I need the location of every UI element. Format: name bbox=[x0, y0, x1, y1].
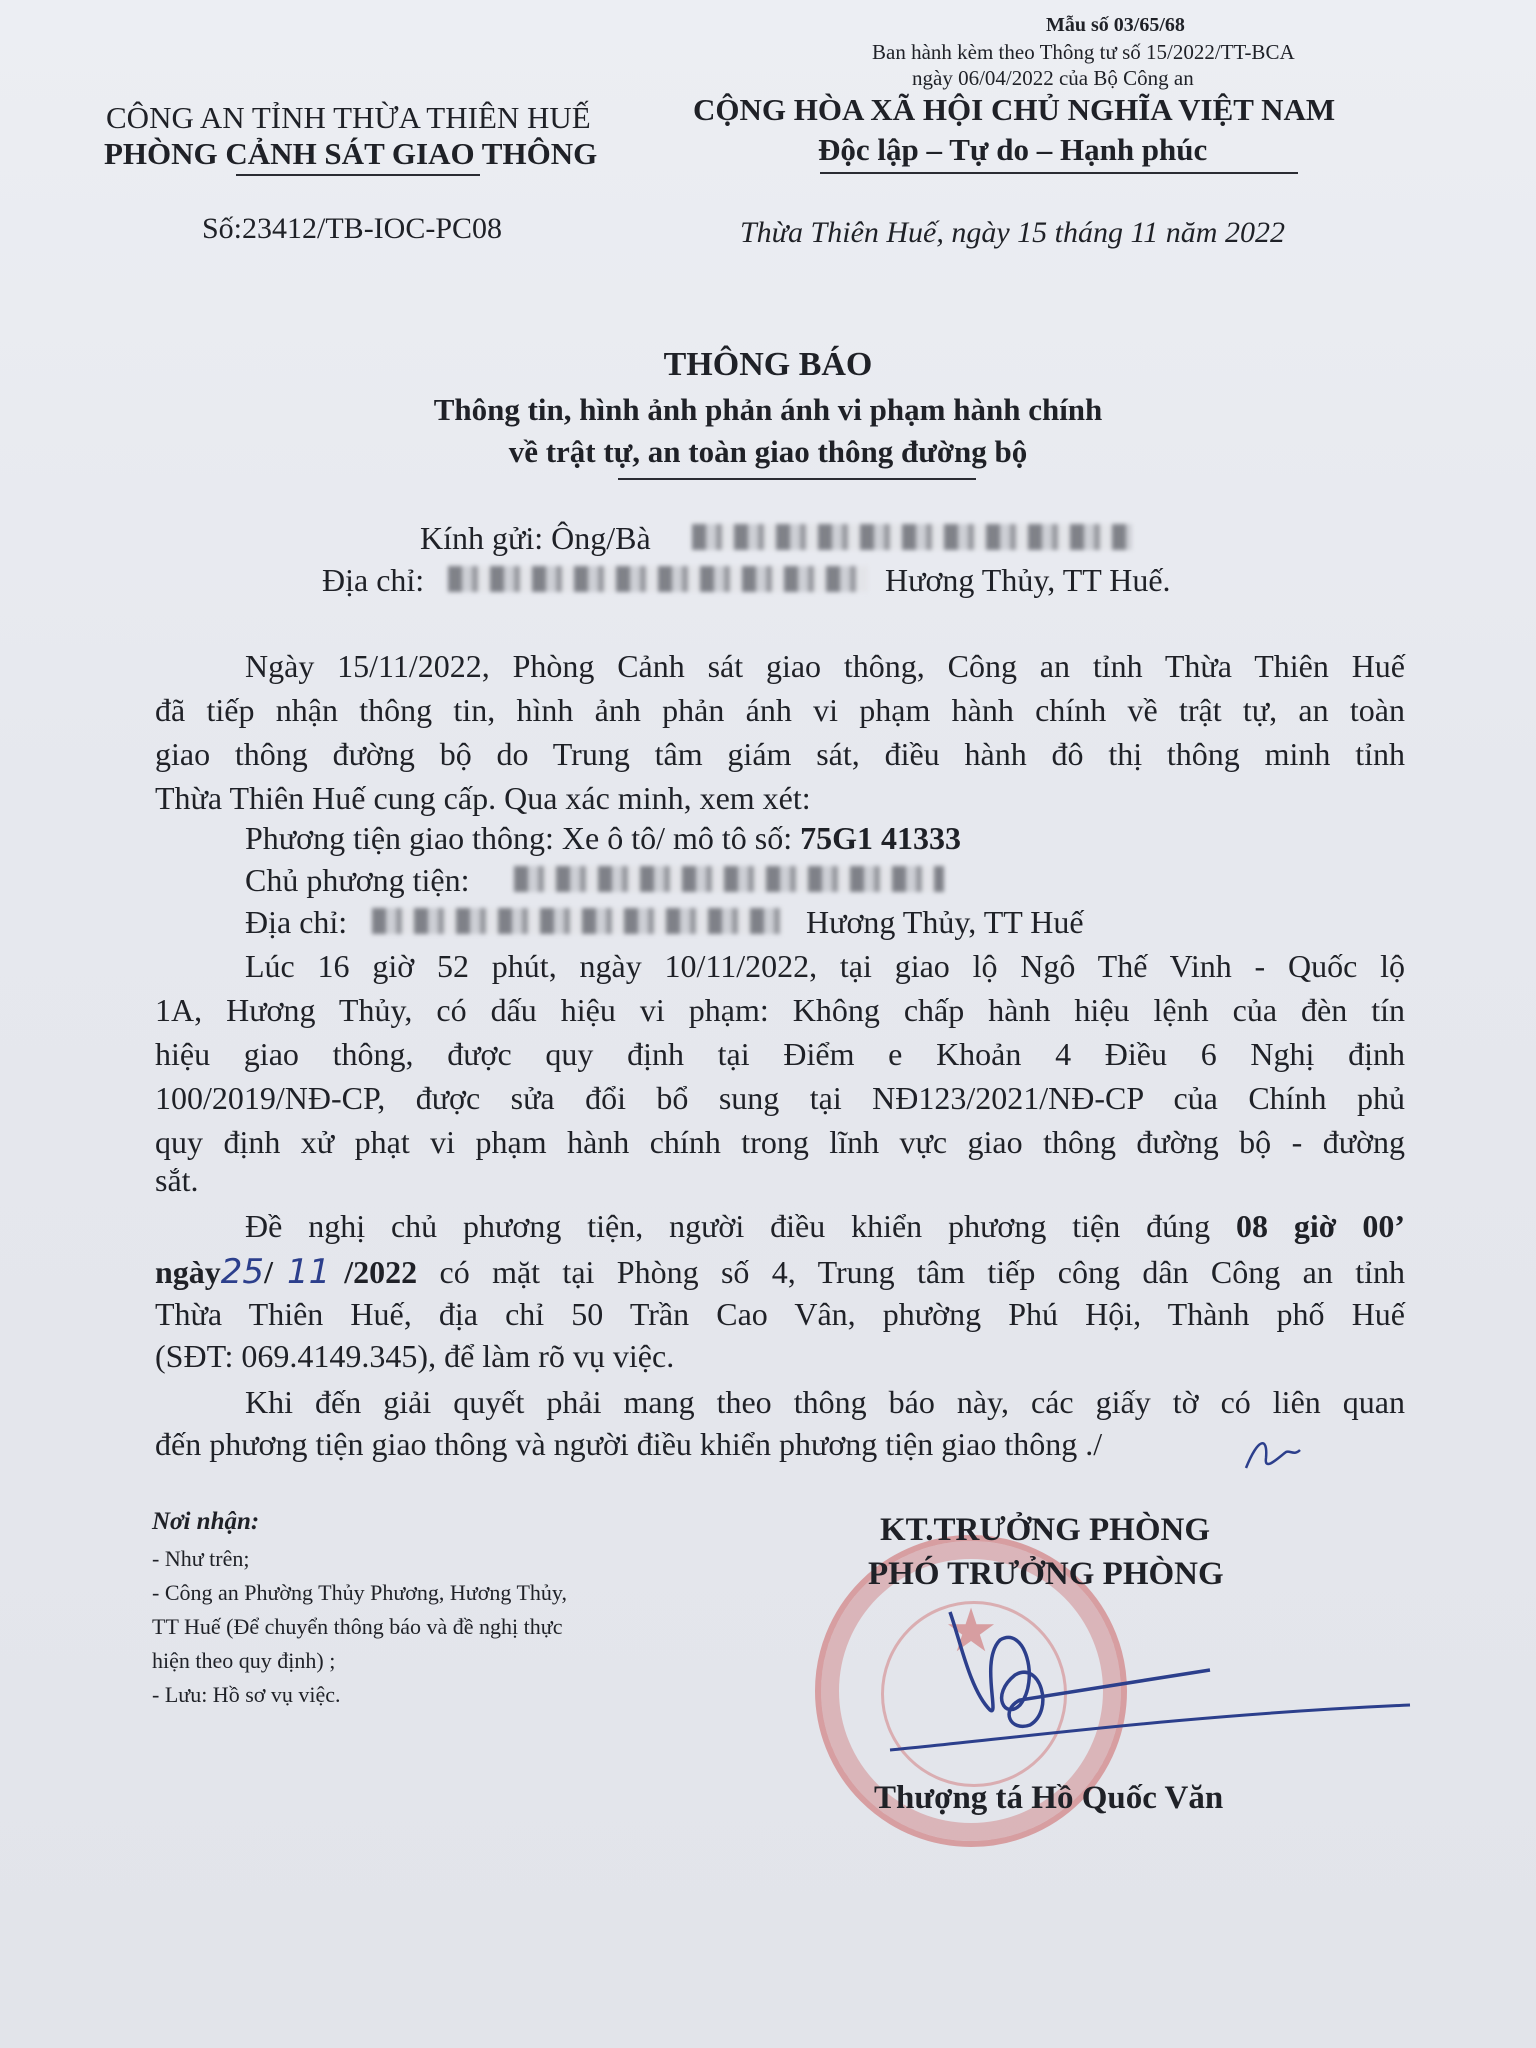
date-separator: / bbox=[264, 1254, 273, 1290]
signer-name: Thượng tá Hồ Quốc Văn bbox=[874, 1780, 1224, 1816]
paragraph-2-line: quy định xử phạt vi phạm hành chính trong lĩnh vực giao thông đường bộ - đường bbox=[155, 1124, 1405, 1160]
nation-motto: Độc lập – Tự do – Hạnh phúc bbox=[818, 132, 1208, 167]
stamp-star-icon: ★ bbox=[944, 1596, 998, 1666]
paragraph-2-line: 1A, Hương Thủy, có dấu hiệu vi phạm: Không chấp hành hiệu lệnh của đèn tín bbox=[155, 992, 1405, 1028]
signature-title-1: KT.TRƯỞNG PHÒNG bbox=[880, 1512, 1210, 1548]
form-issued-with: Ban hành kèm theo Thông tư số 15/2022/TT-BCA bbox=[872, 40, 1295, 64]
redacted-address bbox=[448, 566, 868, 592]
addressee-label: Kính gửi: Ông/Bà bbox=[420, 520, 651, 556]
paragraph-1-line: Ngày 15/11/2022, Phòng Cảnh sát giao thông, Công an tỉnh Thừa Thiên Huế bbox=[245, 648, 1405, 684]
handwritten-month: 11 bbox=[286, 1252, 331, 1292]
agency-underline bbox=[236, 174, 480, 176]
recipient-item: TT Huế (Để chuyển thông báo và đề nghị thực bbox=[152, 1614, 563, 1639]
owner-label: Chủ phương tiện: bbox=[245, 862, 470, 898]
signature-title-2: PHÓ TRƯỞNG PHÒNG bbox=[868, 1556, 1224, 1592]
paragraph-2-line: 100/2019/NĐ-CP, được sửa đổi bổ sung tại NĐ123/2021/NĐ-CP của Chính phủ bbox=[155, 1080, 1405, 1116]
addressee-address-tail: Hương Thủy, TT Huế. bbox=[885, 562, 1171, 598]
handwritten-signature bbox=[880, 1600, 1420, 1770]
form-issued-date: ngày 06/04/2022 của Bộ Công an bbox=[912, 66, 1194, 90]
paragraph-3-line: (SĐT: 069.4149.345), để làm rõ vụ việc. bbox=[155, 1338, 675, 1374]
paragraph-2-line: hiệu giao thông, được quy định tại Điểm e Khoản 4 Điều 6 Nghị định bbox=[155, 1036, 1405, 1072]
place-date: Thừa Thiên Huế, ngày 15 tháng 11 năm 2022 bbox=[740, 216, 1285, 249]
paragraph-2-line: sắt. bbox=[155, 1162, 199, 1198]
paragraph-1-line: đã tiếp nhận thông tin, hình ảnh phản ánh vi phạm hành chính về trật tự, an toàn bbox=[155, 692, 1405, 728]
recipient-item: hiện theo quy định) ; bbox=[152, 1648, 336, 1673]
paragraph-3-line bbox=[155, 1252, 1405, 1292]
owner-address-label: Địa chỉ: bbox=[245, 904, 348, 940]
appointment-time: 08 giờ 00’ bbox=[1235, 1208, 1406, 1244]
nation-name: CỘNG HÒA XÃ HỘI CHỦ NGHĨA VIỆT NAM bbox=[693, 92, 1336, 127]
handwritten-day: 25 bbox=[220, 1252, 265, 1292]
agency-parent: CÔNG AN TỈNH THỪA THIÊN HUẾ bbox=[106, 100, 591, 135]
paragraph-1-line: Thừa Thiên Huế cung cấp. Qua xác minh, xem xét: bbox=[155, 780, 811, 816]
form-number: Mẫu số 03/65/68 bbox=[1046, 14, 1185, 36]
addressee-address-label: Địa chỉ: bbox=[322, 562, 425, 598]
redacted-name bbox=[692, 524, 1132, 550]
redacted-owner bbox=[514, 866, 944, 892]
document-subtitle-2: về trật tự, an toàn giao thông đường bộ bbox=[508, 434, 1028, 469]
plate-number: 75G1 41333 bbox=[800, 820, 962, 856]
vehicle-label: Phương tiện giao thông: Xe ô tô/ mô tô số: bbox=[245, 820, 793, 856]
paragraph-3-line bbox=[245, 1208, 1405, 1245]
agency-name: PHÒNG CẢNH SÁT GIAO THÔNG bbox=[104, 136, 598, 171]
appointment-place: có mặt tại Phòng số 4, Trung tâm tiếp công dân Công an tỉnh bbox=[417, 1254, 1405, 1290]
paragraph-4-line: Khi đến giải quyết phải mang theo thông báo này, các giấy tờ có liên quan bbox=[245, 1384, 1405, 1420]
redacted-owner-address bbox=[372, 908, 782, 934]
initials-mark bbox=[1238, 1428, 1308, 1478]
owner-address-tail: Hương Thủy, TT Huế bbox=[806, 904, 1084, 940]
paragraph-1-line: giao thông đường bộ do Trung tâm giám sát, điều hành đô thị thông minh tỉnh bbox=[155, 736, 1405, 772]
paragraph-3-line: Thừa Thiên Huế, địa chỉ 50 Trần Cao Vân, phường Phú Hội, Thành phố Huế bbox=[155, 1296, 1405, 1332]
paragraph-2-line: Lúc 16 giờ 52 phút, ngày 10/11/2022, tại giao lộ Ngô Thế Vinh - Quốc lộ bbox=[245, 948, 1405, 984]
recipient-item: - Công an Phường Thủy Phương, Hương Thủy, bbox=[152, 1580, 567, 1605]
paragraph-4-line: đến phương tiện giao thông và người điều khiển phương tiện giao thông ./ bbox=[155, 1426, 1103, 1462]
vehicle-info bbox=[245, 820, 961, 857]
appointment-request: Đề nghị chủ phương tiện, người điều khiển phương tiện đúng bbox=[245, 1208, 1236, 1244]
motto-underline bbox=[820, 172, 1298, 174]
title-underline bbox=[618, 478, 976, 480]
document-subtitle-1: Thông tin, hình ảnh phản ánh vi phạm hành chính bbox=[433, 392, 1103, 427]
recipients-label: Nơi nhận: bbox=[152, 1508, 260, 1535]
appointment-day-label: ngày bbox=[155, 1254, 221, 1290]
recipient-item: - Lưu: Hồ sơ vụ việc. bbox=[152, 1682, 341, 1707]
document-number: Số:23412/TB-IOC-PC08 bbox=[202, 212, 503, 245]
recipient-item: - Như trên; bbox=[152, 1546, 250, 1571]
document-title: THÔNG BÁO bbox=[663, 346, 873, 383]
appointment-year: /2022 bbox=[344, 1254, 418, 1290]
